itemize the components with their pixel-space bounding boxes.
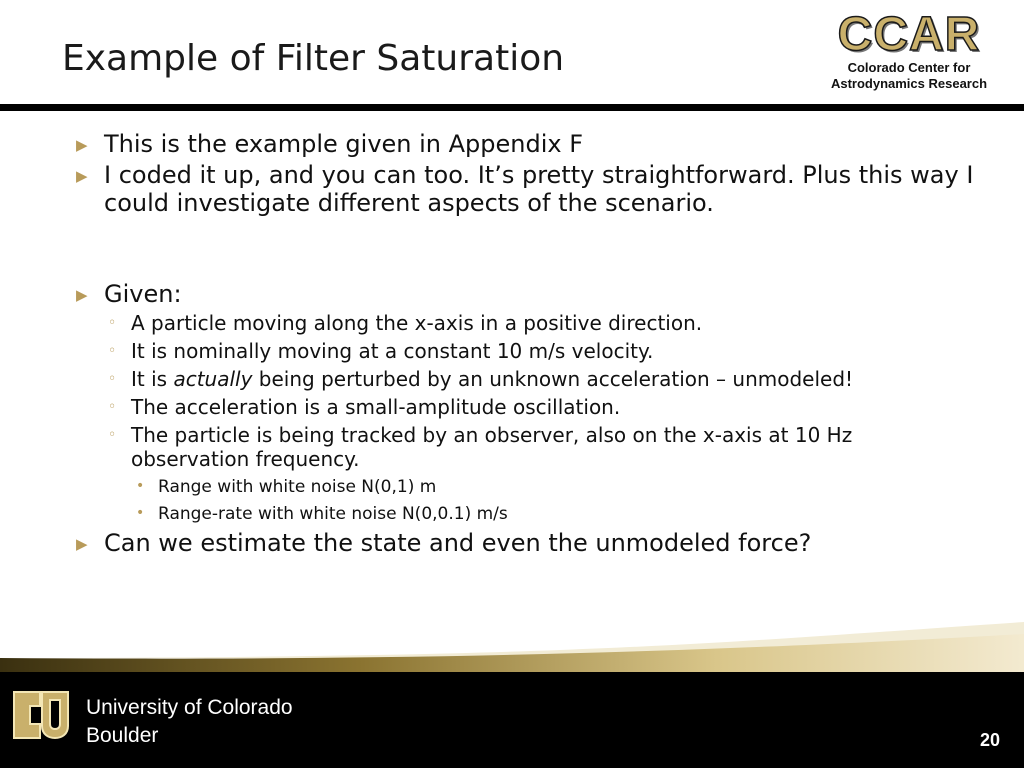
bullet-3-sub-4-text: The acceleration is a small-amplitude oscillation. [131, 395, 621, 419]
ccar-logo [820, 10, 998, 92]
bullet-3-sub-4 [76, 395, 976, 419]
university-name [86, 694, 293, 750]
title-divider [0, 104, 1024, 111]
triangle-bullet-icon: ▶ [76, 286, 88, 304]
bullet-3-sub-3 [76, 367, 976, 391]
slide-title: Example of Filter Saturation [62, 38, 565, 79]
ccar-logo-line1: Colorado Center for [847, 60, 971, 75]
bullet-3-sub-5 [76, 423, 976, 471]
spacer [76, 220, 976, 280]
bullet-3-sub-1-text: A particle moving along the x-axis in a positive direction. [131, 311, 703, 335]
university-name-line1: University of Colorado [86, 696, 293, 719]
circle-bullet-icon: ◦ [108, 399, 117, 415]
university-name-line2: Boulder [86, 724, 159, 747]
triangle-bullet-icon: ▶ [76, 136, 88, 154]
circle-bullet-icon: ◦ [108, 371, 117, 387]
bullet-3-sub-2-text: It is nominally moving at a constant 10 m/s velocity. [131, 339, 654, 363]
bullet-2 [76, 161, 976, 217]
slide-content [76, 130, 976, 560]
circle-bullet-icon: ◦ [108, 427, 117, 443]
bullet-3-text: Given: [104, 280, 182, 308]
bullet-3-sub-5-sub-1 [76, 475, 976, 499]
dot-bullet-icon: • [136, 505, 145, 521]
bullet-1 [76, 130, 976, 158]
bullet-3-sub-5-text: The particle is being tracked by an observer, also on the x-axis at 10 Hz observation frequency. [131, 423, 853, 471]
bullet-4 [76, 529, 976, 557]
bullet-3-sub-5-sub-2 [76, 502, 976, 526]
bullet-3-sub-3-text-post: being perturbed by an unknown acceleration – unmodeled! [252, 367, 854, 391]
ccar-logo-mark: CCAR [837, 8, 981, 61]
bullet-1-text: This is the example given in Appendix F [104, 130, 584, 158]
bullet-3 [76, 280, 976, 308]
bullet-3-sub-2 [76, 339, 976, 363]
circle-bullet-icon: ◦ [108, 315, 117, 331]
bullet-3-sub-1 [76, 311, 976, 335]
bullet-3-sub-3-emphasis: actually [173, 367, 253, 391]
bullet-4-text: Can we estimate the state and even the unmodeled force? [104, 529, 812, 557]
bullet-3-sub-5-sub-1-text: Range with white noise N(0,1) m [158, 477, 437, 497]
bullet-2-text: I coded it up, and you can too. It’s pretty straightforward. Plus this way I could investigate different aspects of the scenario. [104, 161, 974, 217]
bullet-3-sub-5-sub-2-text: Range-rate with white noise N(0,0.1) m/s [158, 504, 508, 524]
circle-bullet-icon: ◦ [108, 343, 117, 359]
page-number: 20 [979, 730, 1000, 750]
triangle-bullet-icon: ▶ [76, 535, 88, 553]
cu-logo-icon [8, 682, 74, 748]
triangle-bullet-icon: ▶ [76, 167, 88, 185]
dot-bullet-icon: • [136, 478, 145, 494]
ccar-logo-line2: Astrodynamics Research [830, 76, 988, 91]
bullet-3-sub-3-text-pre: It is [131, 367, 174, 391]
